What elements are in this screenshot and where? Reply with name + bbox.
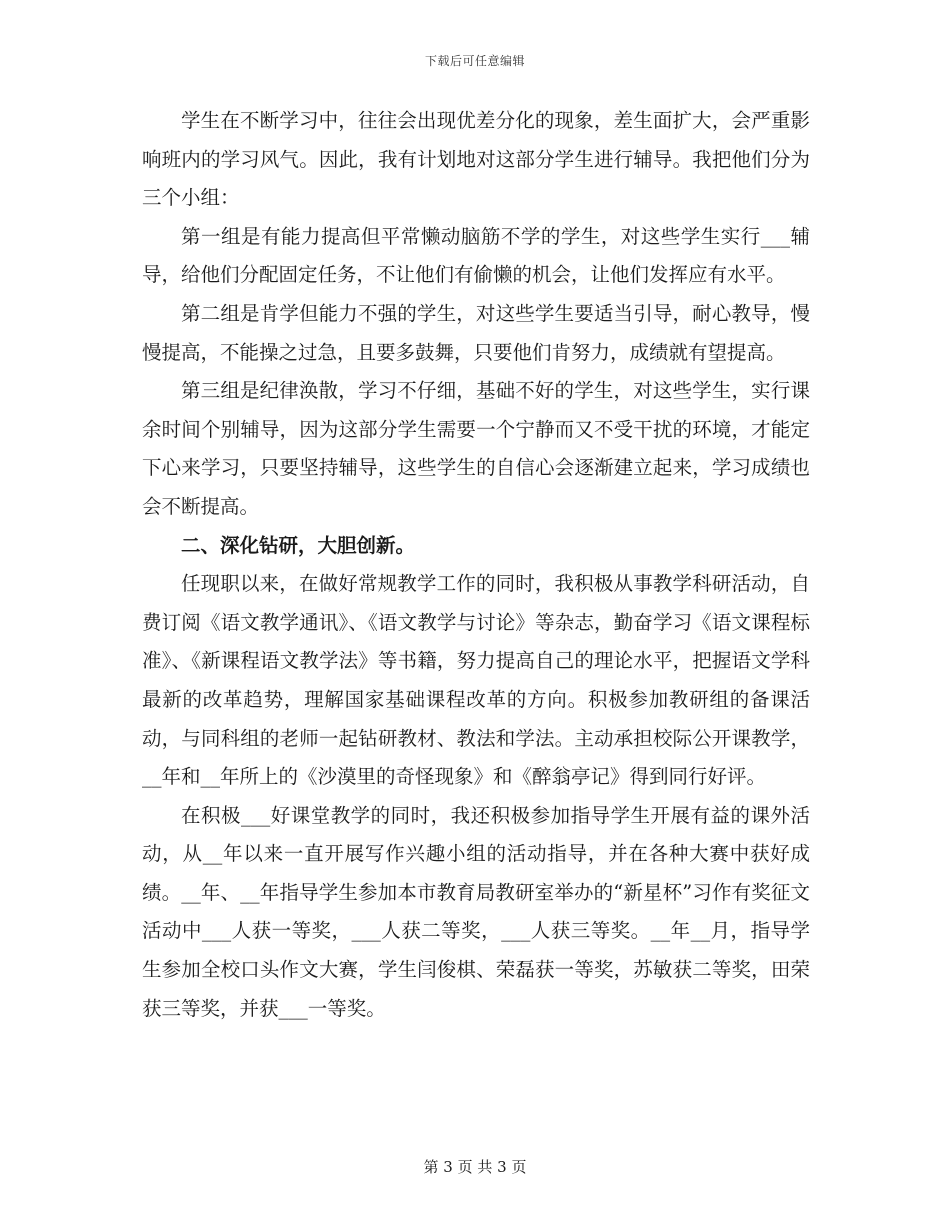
paragraph-group-two: 第二组是肯学但能力不强的学生，对这些学生要适当引导，耐心教导，慢慢提高，不能操之过急，且要多鼓舞，只要他们肯努力，成绩就有望提高。 xyxy=(142,301,810,364)
page-number: 第 3 页 共 3 页 xyxy=(423,1158,527,1176)
section-heading: 二、深化钻研，大胆创新。 xyxy=(181,533,416,557)
paragraph-extracurricular: 在积极___好课堂教学的同时，我还积极参加指导学生开展有益的课外活动，从__年以来一直开展写作兴趣小组的活动指导，并在各种大赛中获好成绩。__年、__年指导学生参加本市教育局教研室举办的“新星杯”习作有奖征文活动中___人获一等奖，___人获二等奖，___人获三等奖。__年__月，指导学生参加全校口头作文大赛，学生闫俊棋、荣磊获一等奖，苏敏获二等奖，田荣获三等奖，并获___一等奖。 xyxy=(142,803,810,1020)
paragraph-research: 任现职以来，在做好常规教学工作的同时，我积极从事教学科研活动，自费订阅《语文教学通讯》、《语文教学与讨论》等杂志，勤奋学习《语文课程标准》、《新课程语文教学法》等书籍，努力提高自己的理论水平，把握语文学科最新的改革趋势，理解国家基础课程改革的方向。积极参加教研组的备课活动，与同科组的老师一起钻研教材、教法和学法。主动承担校际公开课教学，__年和__年所上的《沙漠里的奇怪现象》和《醉翁亭记》得到同行好评。 xyxy=(142,572,810,789)
document-body xyxy=(142,102,810,1028)
paragraph-student-tutoring: 学生在不断学习中，往往会出现优差分化的现象，差生面扩大，会严重影响班内的学习风气。因此，我有计划地对这部分学生进行辅导。我把他们分为三个小组： xyxy=(142,109,810,210)
paragraph-group-one: 第一组是有能力提高但平常懒动脑筋不学的学生，对这些学生实行___辅导，给他们分配固定任务，不让他们有偷懒的机会，让他们发挥应有水平。 xyxy=(142,224,810,287)
paragraph-group-three: 第三组是纪律涣散，学习不仔细，基础不好的学生，对这些学生，实行课余时间个别辅导，因为这部分学生需要一个宁静而又不受干扰的环境，才能定下心来学习，只要坚持辅导，这些学生的自信心会逐渐建立起来，学习成绩也会不断提高。 xyxy=(142,379,810,518)
page-header: 下载后可任意编辑 xyxy=(424,54,525,68)
